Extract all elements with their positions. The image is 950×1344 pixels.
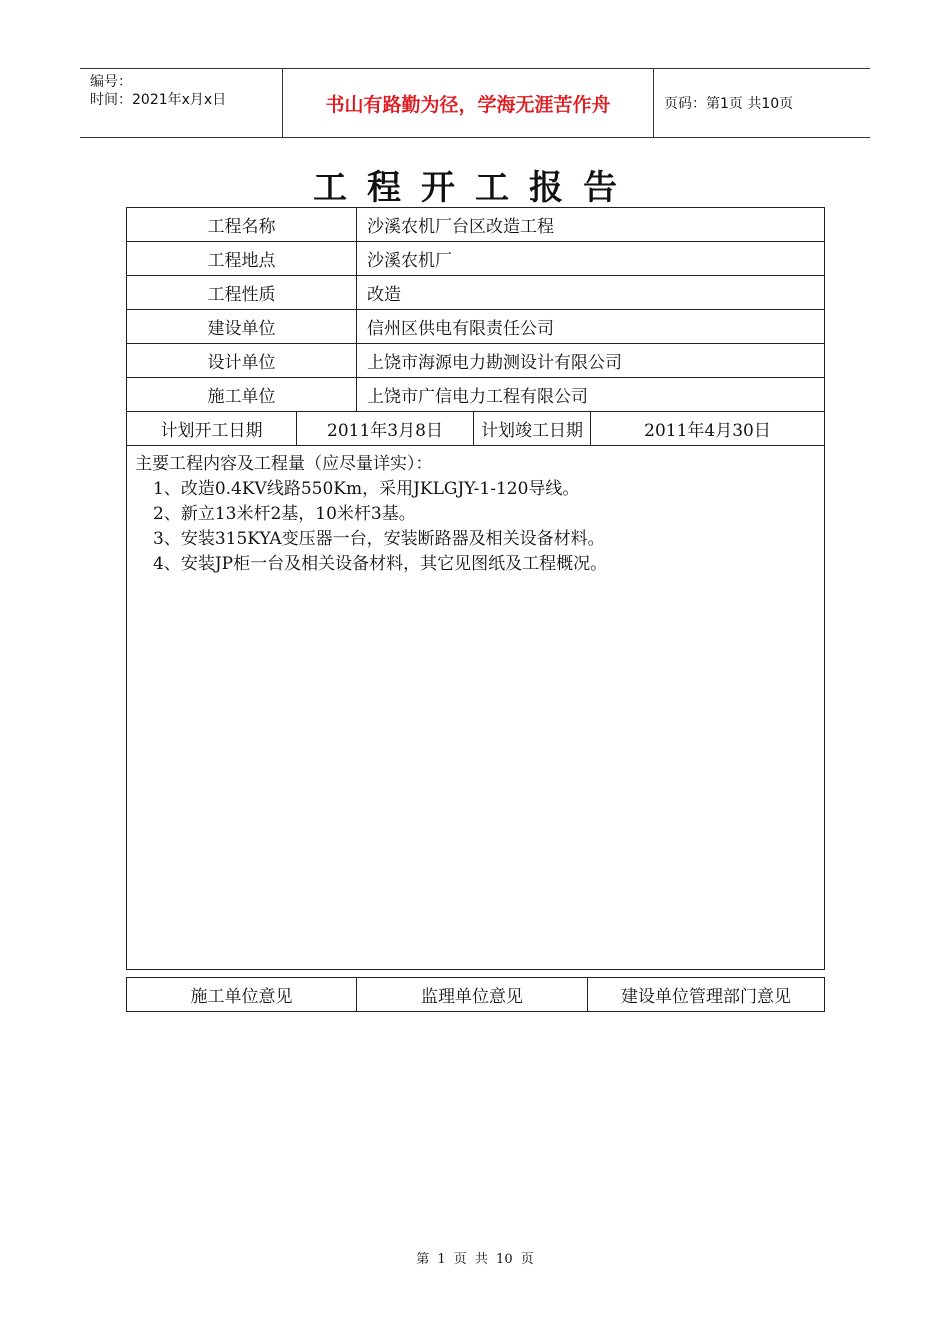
header-meta bbox=[80, 69, 282, 137]
table-row bbox=[127, 276, 825, 310]
table-row-dates bbox=[127, 412, 825, 446]
field-value: 信州区供电有限责任公司 bbox=[357, 310, 825, 344]
field-label: 工程地点 bbox=[127, 242, 357, 276]
owner-opinion: 建设单位管理部门意见 bbox=[588, 978, 825, 1012]
field-label: 设计单位 bbox=[127, 344, 357, 378]
field-value: 上饶市广信电力工程有限公司 bbox=[357, 378, 825, 412]
construction-opinion: 施工单位意见 bbox=[127, 978, 357, 1012]
field-label: 建设单位 bbox=[127, 310, 357, 344]
end-date-label: 计划竣工日期 bbox=[474, 412, 591, 446]
table-row bbox=[127, 208, 825, 242]
table-row bbox=[127, 310, 825, 344]
content-item: 4、安装JP柜一台及相关设备材料，其它见图纸及工程概况。 bbox=[153, 554, 608, 574]
table-row-content bbox=[127, 446, 825, 970]
opinion-table bbox=[126, 977, 825, 1012]
content-item: 3、安装315KYA变压器一台，安装断路器及相关设备材料。 bbox=[153, 529, 605, 549]
table-row bbox=[127, 344, 825, 378]
table-row bbox=[127, 242, 825, 276]
page-header bbox=[80, 68, 870, 138]
field-value: 改造 bbox=[357, 276, 825, 310]
field-value: 沙溪农机厂 bbox=[357, 242, 825, 276]
report-table bbox=[126, 207, 825, 970]
table-row bbox=[127, 378, 825, 412]
field-value: 沙溪农机厂台区改造工程 bbox=[357, 208, 825, 242]
table-row-opinions bbox=[127, 978, 825, 1012]
header-page-info: 页码：第1页 共10页 bbox=[664, 96, 794, 112]
header-motto: 书山有路勤为径，学海无涯苦作舟 bbox=[282, 69, 654, 137]
content-heading: 主要工程内容及工程量（应尽量详实）： bbox=[135, 454, 433, 474]
field-label: 工程名称 bbox=[127, 208, 357, 242]
field-value: 上饶市海源电力勘测设计有限公司 bbox=[357, 344, 825, 378]
content-item: 2、新立13米杆2基，10米杆3基。 bbox=[153, 504, 416, 524]
time-label: 时间：2021年x月x日 bbox=[90, 92, 227, 108]
end-date-value: 2011年4月30日 bbox=[591, 412, 825, 446]
number-label: 编号： bbox=[90, 74, 132, 90]
start-date-label: 计划开工日期 bbox=[127, 412, 297, 446]
work-content bbox=[127, 446, 825, 970]
document-title: 工程开工报告 bbox=[313, 168, 637, 208]
page-footer: 第 1 页 共 10 页 bbox=[416, 1252, 534, 1267]
content-item: 1、改造0.4KV线路550Km，采用JKLGJY-1-120导线。 bbox=[153, 479, 580, 499]
field-label: 施工单位 bbox=[127, 378, 357, 412]
supervision-opinion: 监理单位意见 bbox=[357, 978, 588, 1012]
field-label: 工程性质 bbox=[127, 276, 357, 310]
start-date-value: 2011年3月8日 bbox=[297, 412, 474, 446]
